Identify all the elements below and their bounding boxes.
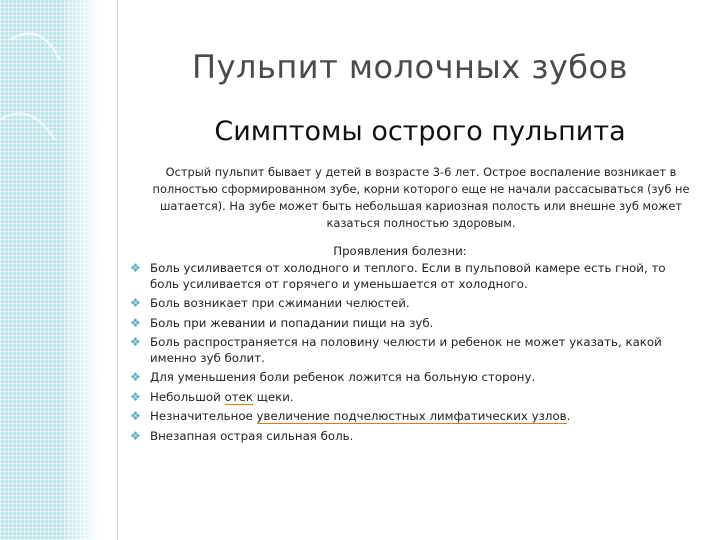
slide-subtitle: Симптомы острого пульпита	[214, 116, 626, 147]
link-lymph-nodes[interactable]: увеличение подчелюстных лимфатических узлов	[256, 409, 567, 423]
bullet-icon: ❖	[130, 315, 141, 330]
bullet-icon: ❖	[130, 370, 141, 384]
bullet-icon: ❖	[130, 389, 141, 404]
bullet-icon: ❖	[130, 335, 141, 349]
symptom-item	[128, 296, 688, 312]
symptom-text: Внезапная острая сильная боль.	[150, 428, 354, 443]
symptom-text-after: .	[566, 409, 571, 423]
symptom-item	[128, 390, 688, 406]
bullet-icon: ❖	[130, 428, 141, 443]
symptom-item	[128, 261, 688, 292]
symptom-text: Боль распространяется на половину челюсти и ребенок не может указать, какой именно зуб болит.	[150, 335, 662, 365]
wave-line-2	[0, 113, 55, 140]
wave-line-1	[10, 33, 60, 60]
symptom-text: Боль при жевании и попадании пищи на зуб.	[150, 315, 434, 330]
symptom-text: Боль возникает при сжимании челюстей.	[150, 296, 410, 310]
decorative-wave-lines	[0, 0, 120, 540]
symptom-item	[128, 409, 688, 425]
symptom-text-before: Незначительное	[150, 409, 257, 423]
bullet-icon: ❖	[130, 261, 141, 275]
bullet-icon: ❖	[130, 409, 141, 423]
symptom-text: Боль усиливается от холодного и теплого. Если в пульповой камере есть гной, то боль усиливается от горячего и уменьшается от холодного.	[150, 261, 666, 291]
link-edema[interactable]: отек	[224, 389, 254, 404]
slide-divider-line	[117, 0, 118, 540]
symptom-text-after: щеки.	[253, 389, 294, 404]
slide-title: Пульпит молочных зубов	[192, 48, 628, 86]
intro-paragraph: Острый пульпит бывает у детей в возрасте 3-6 лет. Острое воспаление возникает в полностью сформированном зубе, корни которого еще не начали рассасываться (зуб не шатается). На зубе может быть небольшая кариозная полость или внешне зуб может казаться полностью здоровым.	[152, 165, 690, 230]
symptom-text-before: Небольшой	[150, 389, 225, 404]
bullet-icon: ❖	[130, 296, 141, 310]
symptom-item	[128, 370, 688, 386]
symptom-item	[128, 316, 688, 332]
manifestations-heading: Проявления болезни:	[333, 244, 467, 258]
symptom-text: Для уменьшения боли ребенок ложится на больную сторону.	[150, 370, 536, 384]
symptoms-list	[128, 261, 688, 448]
symptom-item	[128, 429, 688, 445]
symptom-item	[128, 335, 688, 366]
